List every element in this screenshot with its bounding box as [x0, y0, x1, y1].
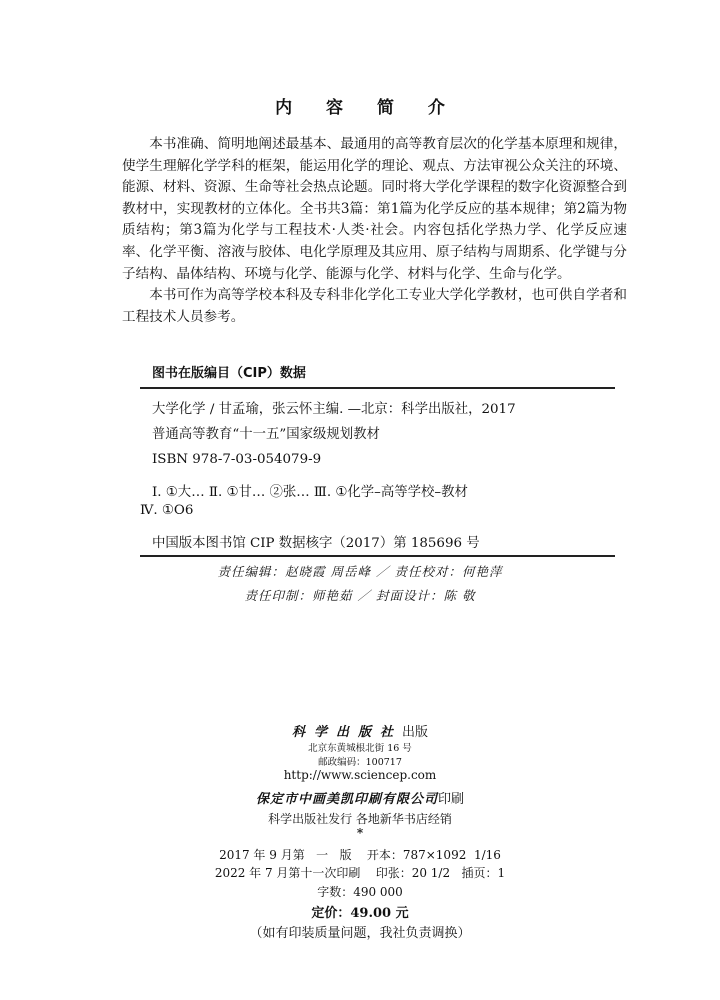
publisher-website: http://www.sciencep.com	[283, 768, 437, 782]
word-count: 字数：490 000	[317, 885, 403, 899]
publisher-name: 科学出版社	[291, 725, 402, 740]
cip-series-line: 普通高等教育“十一五”国家级规划教材	[152, 427, 380, 442]
edition-reprint: 2022 年 7 月第十一次印刷 印张：20 1/2 插页：1	[214, 866, 506, 880]
cip-classification-1: Ⅰ. ①大… Ⅱ. ①甘… ②张… Ⅲ. ①化学–高等学校–教材	[152, 485, 468, 500]
price: 定价：49.00 元	[311, 906, 409, 921]
printer-name: 保定市中画美凯印刷有限公司	[255, 792, 438, 807]
page-title: 内 容 简 介	[275, 98, 459, 118]
cip-bottom-rule	[140, 555, 615, 557]
publisher-line	[0, 721, 720, 740]
printer-line	[0, 788, 720, 807]
publisher-address: 北京东黄城根北街 16 号	[308, 743, 412, 754]
publisher-suffix: 出版	[402, 725, 429, 740]
cip-top-rule	[140, 387, 615, 389]
printer-suffix: 印刷	[438, 792, 465, 807]
staff-line-2: 责任印制：师艳茹 ／ 封面设计：陈 敬	[244, 588, 476, 603]
cip-title-line: 大学化学 / 甘孟瑜，张云怀主编. —北京：科学出版社，2017	[152, 402, 516, 417]
intro-paragraph-2: 本书可作为高等学校本科及专科非化学化工专业大学化学教材，也可供自学者和工程技术人员参考。	[122, 287, 627, 325]
intro-paragraph-1: 本书准确、简明地阐述最基本、最通用的高等教育层次的化学基本原理和规律，使学生理解化学学科的框架，能运用化学的理论、观点、方法审视公众关注的环境、能源、材料、资源、生命等社会热点论题。同时将大学化学课程的数字化资源整合到教材中，实现教材的立体化。全书共3篇：第1篇为化学反应的基本规律；第2篇为物质结构；第3篇为化学与工程技术·人类·社会。内容包括化学热力学、化学反应速率、化学平衡、溶液与胶体、电化学原理及其应用、原子结构与周期系、化学键与分子结构、晶体结构、环境与化学、能源与化学、材料与化学、生命与化学。	[122, 136, 627, 282]
edition-first: 2017 年 9 月第 一 版 开本：787×1092 1/16	[219, 848, 501, 862]
introduction	[122, 134, 627, 328]
publisher-postcode: 邮政编码：100717	[318, 757, 402, 768]
staff-line-1: 责任编辑：赵晓霞 周岳峰 ／ 责任校对：何艳萍	[217, 564, 503, 579]
cip-heading: 图书在版编目（CIP）数据	[152, 366, 306, 381]
cip-record-number: 中国版本图书馆 CIP 数据核字（2017）第 185696 号	[152, 536, 480, 551]
separator-star: *	[356, 826, 364, 840]
cip-classification-2: Ⅳ. ①O6	[140, 503, 194, 518]
distribution-line: 科学出版社发行 各地新华书店经销	[268, 812, 452, 826]
cip-isbn: ISBN 978-7-03-054079-9	[152, 452, 322, 467]
quality-notice: （如有印装质量问题，我社负责调换）	[249, 926, 471, 941]
